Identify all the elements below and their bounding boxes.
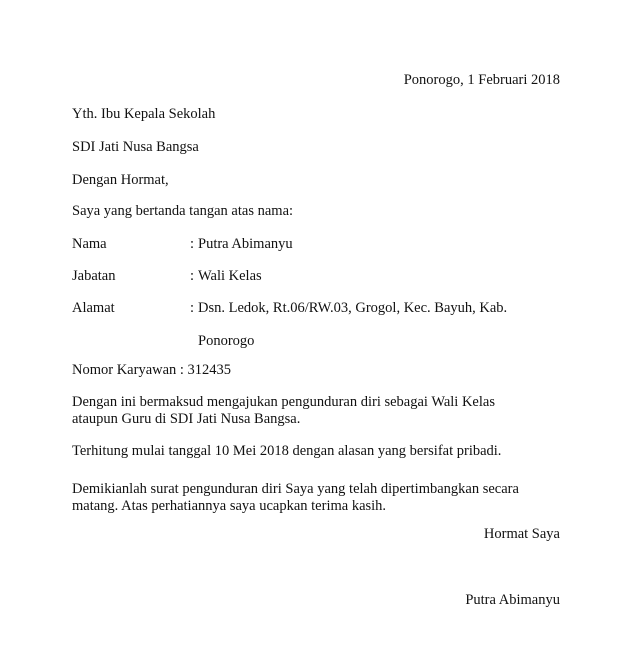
employee-number-line: Nomor Karyawan : 312435: [72, 362, 232, 378]
detail-value-nama: Putra Abimanyu: [198, 236, 293, 252]
recipient-line-2: SDI Jati Nusa Bangsa: [72, 139, 199, 155]
closing-phrase: Hormat Saya: [483, 526, 560, 542]
signer-name: Putra Abimanyu: [465, 592, 560, 608]
detail-label-alamat: Alamat: [72, 300, 115, 316]
salutation: Dengan Hormat,: [72, 172, 169, 188]
body-paragraph-2: Terhitung mulai tanggal 10 Mei 2018 dengan alasan yang bersifat pribadi.: [72, 443, 502, 459]
recipient-line-1: Yth. Ibu Kepala Sekolah: [72, 106, 216, 122]
detail-row: [72, 268, 572, 285]
address-continuation: Ponorogo: [198, 333, 255, 349]
detail-row: [72, 236, 572, 253]
detail-row: [72, 300, 572, 317]
body-paragraph-3: Demikianlah surat pengunduran diri Saya yang telah dipertimbangkan secara matang. Atas perhatiannya saya ucapkan terima kasih.: [72, 481, 519, 515]
detail-value-alamat: Dsn. Ledok, Rt.06/RW.03, Grogol, Kec. Bayuh, Kab.: [198, 300, 508, 316]
detail-separator: :: [190, 300, 195, 316]
detail-value-jabatan: Wali Kelas: [198, 268, 262, 284]
detail-separator: :: [190, 236, 195, 252]
detail-label-jabatan: Jabatan: [72, 268, 116, 284]
date-line: Ponorogo, 1 Februari 2018: [403, 72, 560, 88]
body-paragraph-1: Dengan ini bermaksud mengajukan pengunduran diri sebagai Wali Kelas ataupun Guru di SDI Jati Nusa Bangsa.: [72, 394, 495, 428]
detail-label-nama: Nama: [72, 236, 107, 252]
detail-separator: :: [190, 268, 195, 284]
intro-line: Saya yang bertanda tangan atas nama:: [72, 203, 294, 219]
